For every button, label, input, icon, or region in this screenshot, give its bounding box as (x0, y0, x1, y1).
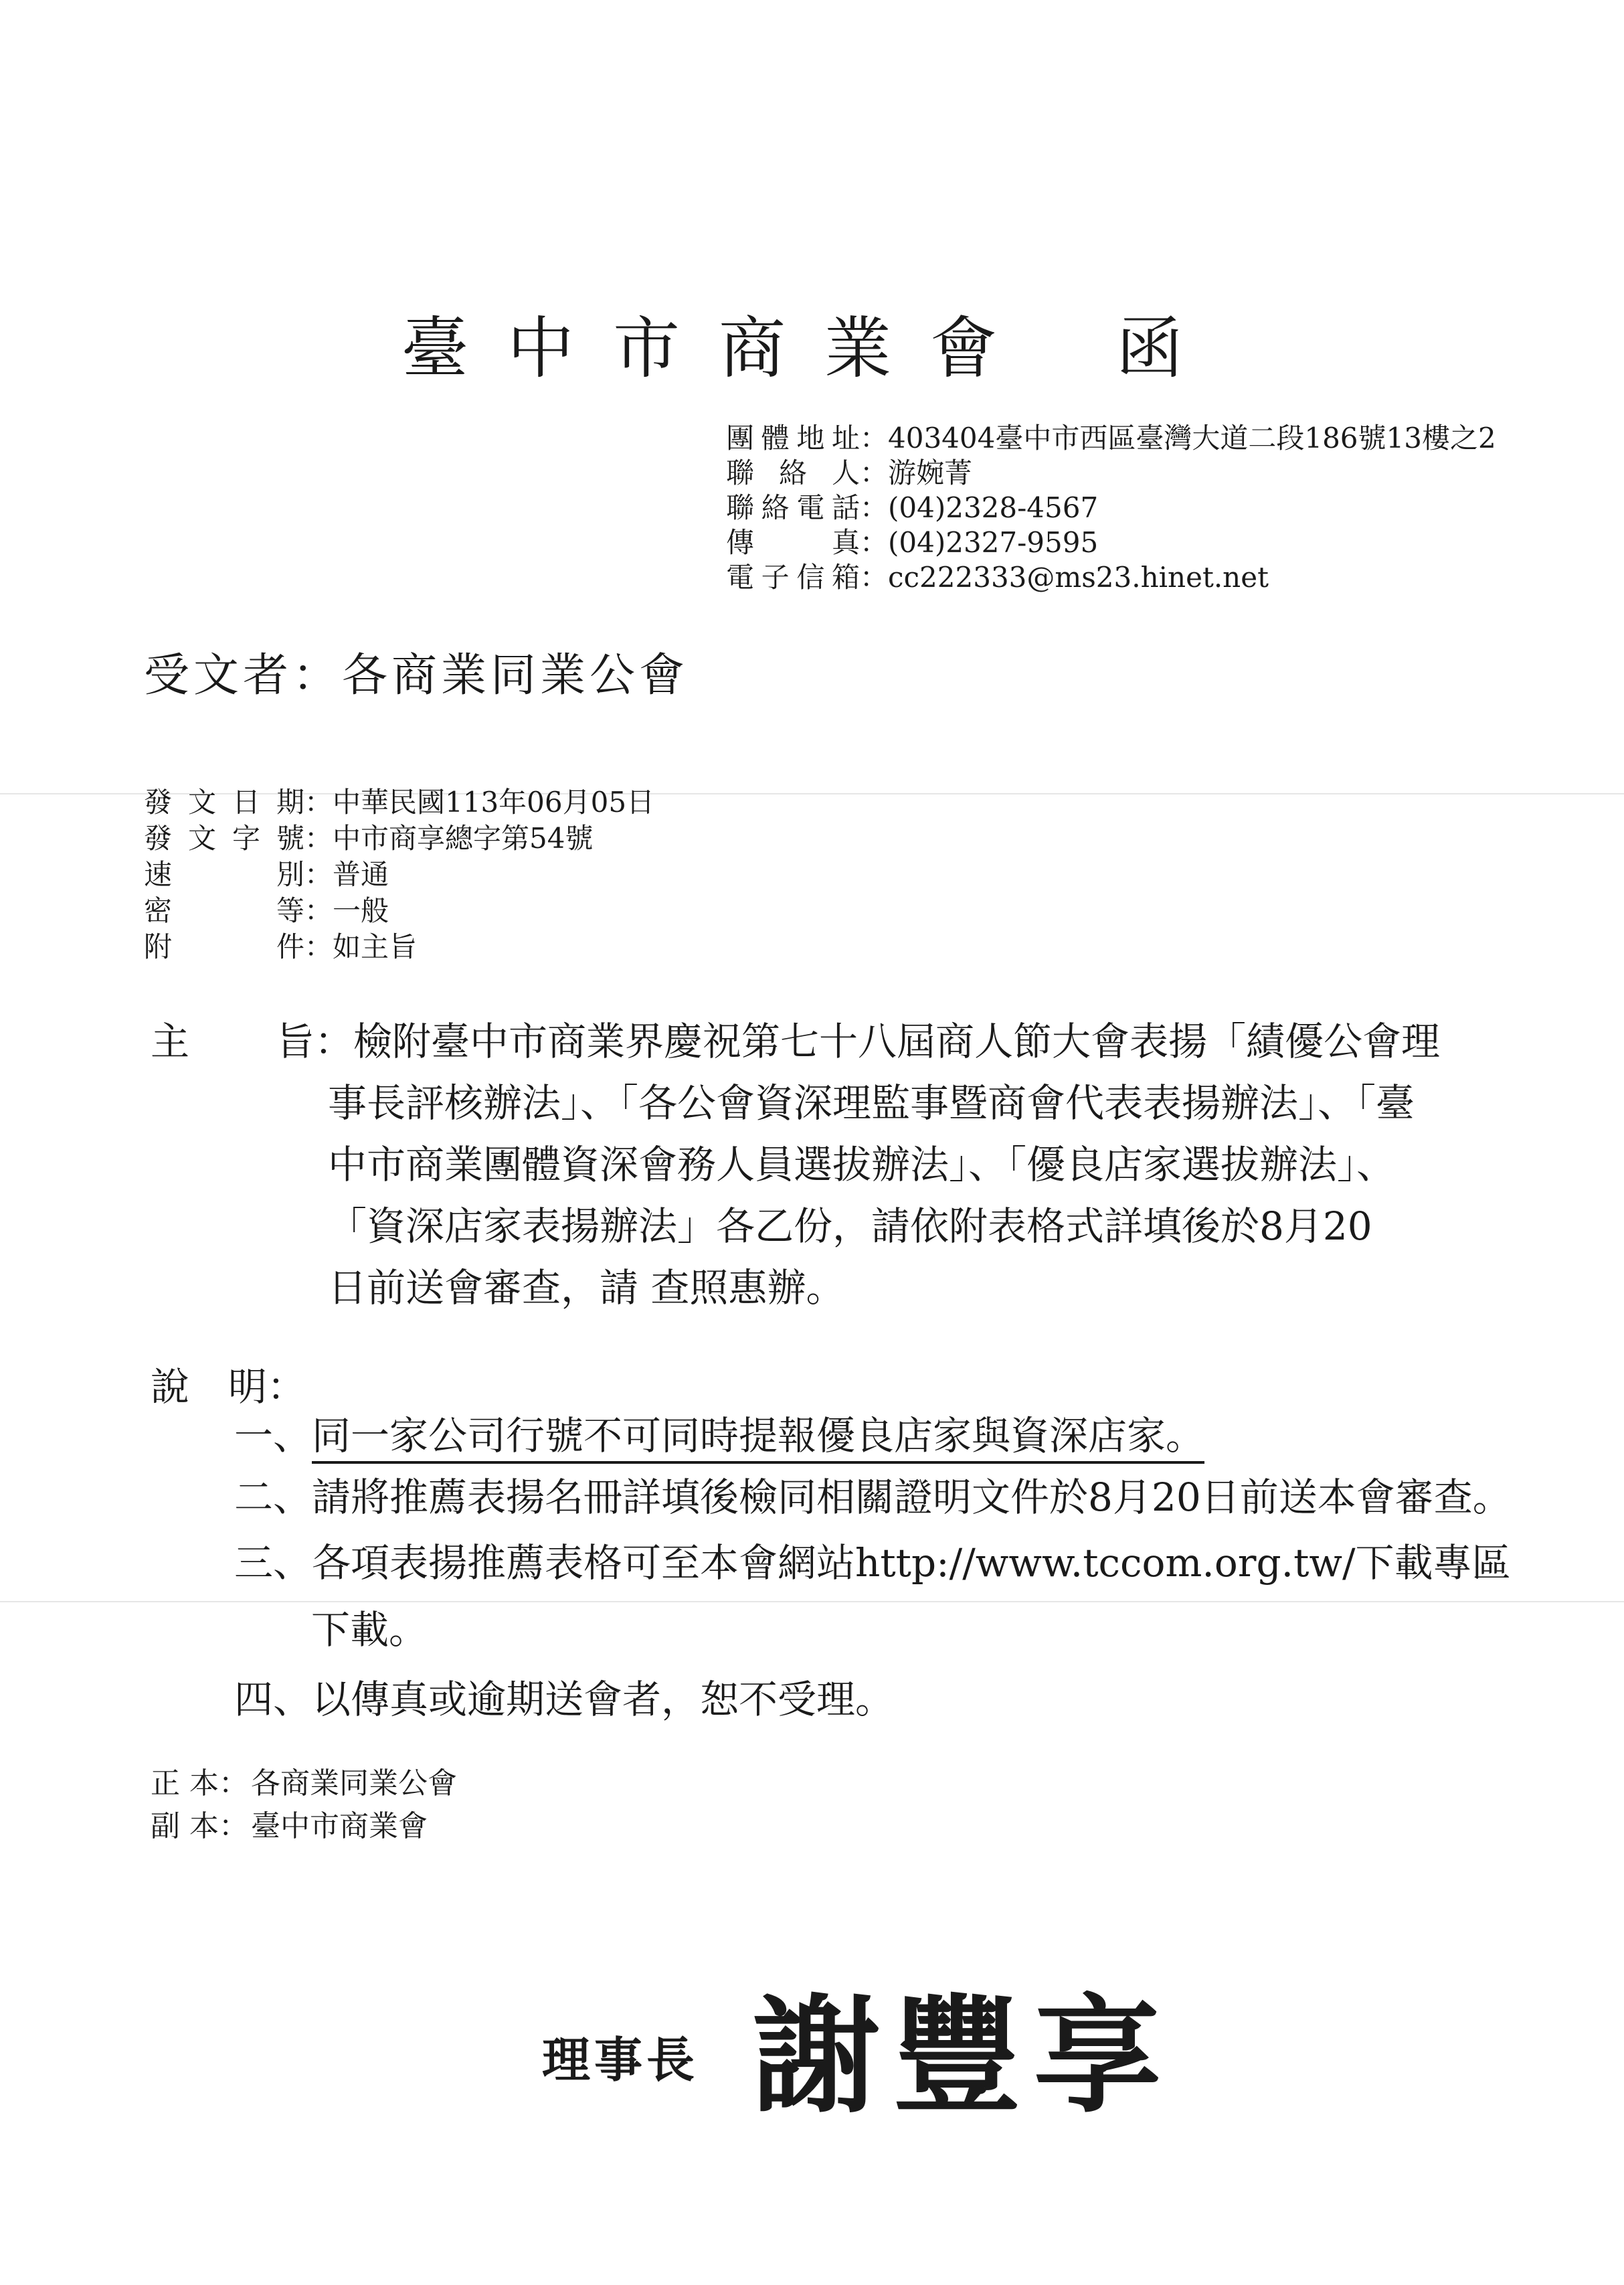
scan-artifact (0, 1601, 1624, 1602)
doc-type: 函 (1116, 309, 1183, 388)
original-copy: 正 本：各商業同業公會 (151, 1766, 457, 1800)
subject-line-3: 中市商業團體資深會務人員選拔辦法」、「優良店家選拔辦法」、 (328, 1142, 1396, 1187)
signature-title: 理事長 (542, 2031, 699, 2088)
explanation-label: 說 明： (151, 1364, 306, 1410)
confidentiality: 密等：一般 (144, 894, 389, 927)
urgency: 速別：普通 (144, 858, 389, 891)
document-number: 發文字號：中市商享總字第54號 (144, 822, 594, 855)
subject-label: 主旨 (151, 1019, 314, 1064)
org-name: 臺中市商業會 (401, 309, 1036, 388)
subject-line-4: 「資深店家表揚辦法」各乙份，請依附表格式詳填後於8月20 (328, 1203, 1372, 1249)
explanation-item-1: 一、同一家公司行號不可同時提報優良店家與資深店家。 (234, 1404, 1204, 1460)
subject-line-5: 日前送會審查，請 查照惠辦。 (328, 1265, 845, 1310)
explanation-item-4: 四、以傳真或逾期送會者，恕不受理。 (234, 1677, 895, 1722)
recipient: 受文者：各商業同業公會 (144, 649, 689, 702)
contact-email: 電子信箱：cc222333@ms23.hinet.net (726, 561, 1269, 594)
contact-fax: 傳真：(04)2327-9595 (726, 526, 1099, 559)
duplicate-copy: 副 本：臺中市商業會 (151, 1809, 428, 1843)
explanation-item-3: 三、各項表揚推薦表格可至本會網站http://www.tccom.org.tw/下載專區 (234, 1540, 1511, 1586)
document-title (401, 294, 1183, 391)
signature-name: 謝豐享 (753, 1981, 1175, 2130)
issue-date: 發文日期：中華民國113年06月05日 (144, 786, 655, 819)
explanation-item-3-cont: 下載。 (311, 1607, 428, 1653)
subject-line-2: 事長評核辦法」、「各公會資深理監事暨商會代表表揚辦法」、「臺 (328, 1080, 1415, 1126)
contact-address: 團體地址：403404臺中市西區臺灣大道二段186號13樓之2 (726, 422, 1496, 454)
attachment: 附件：如主旨 (144, 930, 418, 963)
explanation-item-2: 二、請將推薦表揚名冊詳填後檢同相關證明文件於8月20日前送本會審查。 (234, 1474, 1512, 1520)
contact-phone: 聯絡電話：(04)2328-4567 (726, 491, 1099, 524)
contact-person: 聯絡人：游婉菁 (726, 456, 973, 489)
subject-line-1: 主旨：檢附臺中市商業界慶祝第七十八屆商人節大會表揚「績優公會理 (151, 1019, 1441, 1064)
